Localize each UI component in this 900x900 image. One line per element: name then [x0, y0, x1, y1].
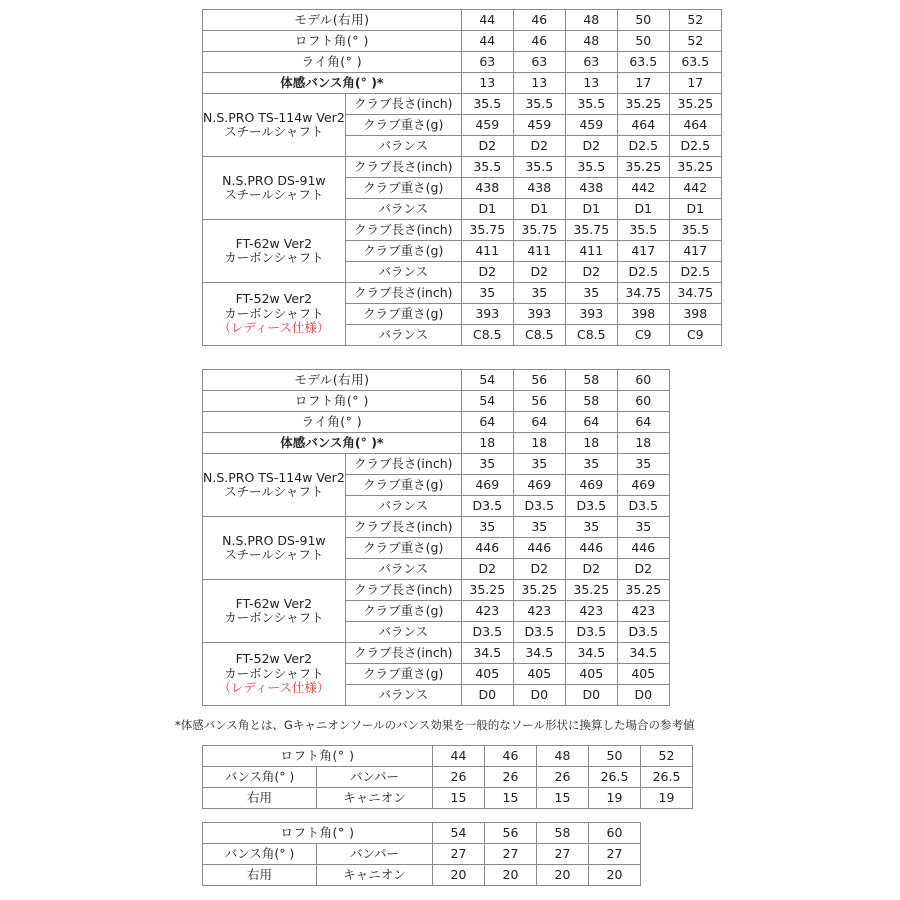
- length-label: クラブ長さ(inch): [345, 643, 461, 664]
- length-cell: 35: [513, 454, 565, 475]
- shaft-type: スチールシャフト: [224, 484, 324, 499]
- feel-bounce-cell: 17: [669, 73, 721, 94]
- weight-cell: 417: [669, 241, 721, 262]
- weight-label: クラブ重さ(g): [345, 304, 461, 325]
- canyon-label: キャニオン: [317, 865, 433, 886]
- shaft-name-cell: [203, 580, 346, 643]
- weight-cell: 459: [513, 115, 565, 136]
- length-cell: 35.75: [461, 220, 513, 241]
- shaft-model: N.S.PRO TS-114w Ver2: [203, 109, 345, 125]
- length-cell: 35.75: [513, 220, 565, 241]
- feel-bounce-label: 体感バンス角(° )*: [203, 433, 462, 454]
- loft-cell: 52: [669, 31, 721, 52]
- weight-label: クラブ重さ(g): [345, 664, 461, 685]
- loft-cell: 54: [461, 391, 513, 412]
- balance-cell: D1: [565, 199, 617, 220]
- balance-cell: D3.5: [513, 622, 565, 643]
- canyon-cell: 15: [433, 788, 485, 809]
- weight-cell: 438: [565, 178, 617, 199]
- loft-label: ロフト角(° ): [203, 31, 462, 52]
- lie-cell: 63.5: [617, 52, 669, 73]
- length-cell: 35: [461, 283, 513, 304]
- lie-label: ライ角(° ): [203, 412, 462, 433]
- shaft-model: FT-52w Ver2: [235, 651, 313, 667]
- shaft-name-cell: [203, 157, 346, 220]
- balance-cell: D2.5: [669, 136, 721, 157]
- shaft-type: カーボンシャフト: [224, 665, 324, 681]
- loft-cell: 52: [641, 746, 693, 767]
- shaft-length-row: [203, 517, 670, 538]
- shaft-length-row: [203, 580, 670, 601]
- length-cell: 35: [461, 517, 513, 538]
- weight-label: クラブ重さ(g): [345, 115, 461, 136]
- weight-label: クラブ重さ(g): [345, 241, 461, 262]
- shaft-name-cell: [203, 517, 346, 580]
- weight-cell: 417: [617, 241, 669, 262]
- weight-cell: 405: [513, 664, 565, 685]
- spec-table-54-60: [202, 369, 670, 706]
- balance-cell: D2: [461, 136, 513, 157]
- model-row: [203, 10, 722, 31]
- balance-label: バランス: [345, 685, 461, 706]
- model-cell: 48: [565, 10, 617, 31]
- loft-cell: 54: [433, 823, 485, 844]
- bumper-cell: 27: [485, 844, 537, 865]
- weight-cell: 423: [565, 601, 617, 622]
- weight-cell: 411: [513, 241, 565, 262]
- length-label: クラブ長さ(inch): [345, 517, 461, 538]
- bumper-label: バンパー: [317, 844, 433, 865]
- length-cell: 35.25: [669, 157, 721, 178]
- weight-label: クラブ重さ(g): [345, 601, 461, 622]
- balance-cell: D0: [461, 685, 513, 706]
- feel-bounce-cell: 13: [565, 73, 617, 94]
- loft-cell: 58: [565, 391, 617, 412]
- length-label: クラブ長さ(inch): [345, 580, 461, 601]
- shaft-model: FT-62w Ver2: [235, 595, 313, 611]
- length-cell: 35.25: [617, 580, 669, 601]
- balance-label: バランス: [345, 559, 461, 580]
- loft-cell: 50: [617, 31, 669, 52]
- bounce-table-44-52: [202, 745, 693, 809]
- feel-bounce-cell: 13: [461, 73, 513, 94]
- weight-cell: 411: [565, 241, 617, 262]
- balance-cell: D2: [461, 559, 513, 580]
- balance-cell: D2: [565, 262, 617, 283]
- balance-cell: D2.5: [669, 262, 721, 283]
- length-cell: 35: [513, 283, 565, 304]
- bumper-cell: 26: [433, 767, 485, 788]
- weight-cell: 405: [617, 664, 669, 685]
- balance-cell: D2: [565, 136, 617, 157]
- length-cell: 34.75: [669, 283, 721, 304]
- balance-label: バランス: [345, 325, 461, 346]
- bounce-table-54-60: [202, 822, 641, 886]
- balance-cell: D1: [617, 199, 669, 220]
- canyon-cell: 20: [485, 865, 537, 886]
- bumper-cell: 26: [537, 767, 589, 788]
- length-cell: 35: [461, 454, 513, 475]
- balance-cell: C9: [669, 325, 721, 346]
- loft-cell: 56: [485, 823, 537, 844]
- lie-cell: 64: [513, 412, 565, 433]
- length-cell: 35.5: [461, 157, 513, 178]
- bumper-cell: 27: [589, 844, 641, 865]
- loft-cell: 46: [485, 746, 537, 767]
- length-label: クラブ長さ(inch): [345, 94, 461, 115]
- loft-row: [203, 31, 722, 52]
- weight-cell: 423: [461, 601, 513, 622]
- loft-cell: 60: [617, 391, 669, 412]
- balance-cell: D0: [513, 685, 565, 706]
- balance-cell: D3.5: [461, 496, 513, 517]
- length-cell: 35: [565, 517, 617, 538]
- balance-cell: D2: [461, 262, 513, 283]
- balance-cell: D1: [461, 199, 513, 220]
- feel-bounce-row: [203, 433, 670, 454]
- length-label: クラブ長さ(inch): [345, 283, 461, 304]
- length-cell: 35.5: [669, 220, 721, 241]
- canyon-cell: 19: [589, 788, 641, 809]
- loft-row: [203, 391, 670, 412]
- shaft-model: FT-62w Ver2: [235, 235, 313, 251]
- weight-cell: 398: [617, 304, 669, 325]
- model-cell: 46: [513, 10, 565, 31]
- balance-cell: D2: [565, 559, 617, 580]
- ladies-spec-note: （レディース仕様）: [218, 680, 330, 696]
- shaft-type: スチールシャフト: [224, 547, 324, 562]
- model-cell: 56: [513, 370, 565, 391]
- canyon-cell: 15: [537, 788, 589, 809]
- shaft-type: スチールシャフト: [224, 124, 324, 139]
- bounce-angle-label: バンス角(° ): [203, 844, 317, 865]
- canyon-cell: 20: [433, 865, 485, 886]
- weight-label: クラブ重さ(g): [345, 538, 461, 559]
- balance-cell: D1: [513, 199, 565, 220]
- weight-cell: 423: [617, 601, 669, 622]
- length-label: クラブ長さ(inch): [345, 454, 461, 475]
- loft-row: [203, 746, 693, 767]
- length-cell: 34.75: [617, 283, 669, 304]
- canyon-cell: 20: [589, 865, 641, 886]
- loft-cell: 60: [589, 823, 641, 844]
- weight-cell: 469: [461, 475, 513, 496]
- bumper-row: [203, 844, 641, 865]
- loft-cell: 48: [537, 746, 589, 767]
- length-cell: 35.5: [565, 157, 617, 178]
- bumper-label: バンパー: [317, 767, 433, 788]
- balance-cell: D1: [669, 199, 721, 220]
- balance-cell: D0: [565, 685, 617, 706]
- shaft-model: FT-52w Ver2: [235, 291, 313, 307]
- feel-bounce-cell: 18: [565, 433, 617, 454]
- canyon-cell: 19: [641, 788, 693, 809]
- feel-bounce-cell: 18: [617, 433, 669, 454]
- lie-cell: 63: [565, 52, 617, 73]
- length-cell: 35.5: [513, 94, 565, 115]
- weight-cell: 469: [617, 475, 669, 496]
- shaft-model: N.S.PRO DS-91w: [222, 172, 326, 188]
- length-cell: 35.25: [513, 580, 565, 601]
- shaft-type: カーボンシャフト: [224, 305, 324, 321]
- weight-cell: 469: [565, 475, 617, 496]
- lie-cell: 63: [513, 52, 565, 73]
- shaft-name-cell: [203, 643, 346, 706]
- feel-bounce-row: [203, 73, 722, 94]
- lie-cell: 63: [461, 52, 513, 73]
- canyon-cell: 15: [485, 788, 537, 809]
- balance-cell: D2: [617, 559, 669, 580]
- lie-cell: 64: [461, 412, 513, 433]
- right-hand-label: 右用: [203, 865, 317, 886]
- weight-cell: 446: [617, 538, 669, 559]
- balance-cell: D2: [513, 559, 565, 580]
- lie-cell: 64: [565, 412, 617, 433]
- length-cell: 35.25: [565, 580, 617, 601]
- balance-cell: C8.5: [461, 325, 513, 346]
- lie-row: [203, 412, 670, 433]
- bumper-cell: 26: [485, 767, 537, 788]
- balance-cell: D3.5: [513, 496, 565, 517]
- model-cell: 50: [617, 10, 669, 31]
- balance-label: バランス: [345, 622, 461, 643]
- weight-cell: 393: [513, 304, 565, 325]
- weight-cell: 446: [565, 538, 617, 559]
- shaft-model: N.S.PRO TS-114w Ver2: [203, 469, 345, 485]
- balance-cell: D2: [513, 136, 565, 157]
- loft-label: ロフト角(° ): [203, 746, 433, 767]
- model-cell: 52: [669, 10, 721, 31]
- weight-cell: 411: [461, 241, 513, 262]
- length-cell: 34.5: [565, 643, 617, 664]
- length-cell: 35.25: [617, 157, 669, 178]
- weight-cell: 446: [461, 538, 513, 559]
- feel-bounce-cell: 18: [513, 433, 565, 454]
- right-hand-label: 右用: [203, 788, 317, 809]
- balance-label: バランス: [345, 136, 461, 157]
- loft-cell: 48: [565, 31, 617, 52]
- canyon-cell: 20: [537, 865, 589, 886]
- shaft-length-row: [203, 157, 722, 178]
- bumper-cell: 26.5: [589, 767, 641, 788]
- spec-table-44-52: [202, 9, 722, 346]
- length-cell: 35.25: [669, 94, 721, 115]
- balance-cell: C8.5: [565, 325, 617, 346]
- loft-cell: 44: [461, 31, 513, 52]
- balance-cell: D2: [513, 262, 565, 283]
- length-cell: 35.25: [617, 94, 669, 115]
- weight-cell: 442: [617, 178, 669, 199]
- shaft-type: カーボンシャフト: [224, 610, 324, 625]
- length-cell: 35: [513, 517, 565, 538]
- loft-cell: 46: [513, 31, 565, 52]
- length-cell: 34.5: [461, 643, 513, 664]
- weight-cell: 459: [461, 115, 513, 136]
- balance-label: バランス: [345, 496, 461, 517]
- weight-cell: 446: [513, 538, 565, 559]
- shaft-name-cell: [203, 220, 346, 283]
- length-cell: 34.5: [513, 643, 565, 664]
- shaft-type: カーボンシャフト: [224, 250, 324, 265]
- balance-cell: D0: [617, 685, 669, 706]
- model-cell: 58: [565, 370, 617, 391]
- weight-cell: 469: [513, 475, 565, 496]
- ladies-spec-note: （レディース仕様）: [218, 320, 330, 336]
- shaft-length-row: [203, 283, 722, 304]
- weight-cell: 459: [565, 115, 617, 136]
- canyon-row: [203, 788, 693, 809]
- model-cell: 44: [461, 10, 513, 31]
- balance-cell: D2.5: [617, 136, 669, 157]
- length-cell: 35.5: [565, 94, 617, 115]
- loft-cell: 58: [537, 823, 589, 844]
- loft-row: [203, 823, 641, 844]
- length-cell: 34.5: [617, 643, 669, 664]
- balance-cell: D3.5: [565, 622, 617, 643]
- model-cell: 54: [461, 370, 513, 391]
- bounce-angle-label: バンス角(° ): [203, 767, 317, 788]
- shaft-model: N.S.PRO DS-91w: [222, 532, 326, 548]
- shaft-length-row: [203, 220, 722, 241]
- lie-cell: 64: [617, 412, 669, 433]
- weight-cell: 464: [617, 115, 669, 136]
- length-cell: 35.75: [565, 220, 617, 241]
- model-label: モデル(右用): [203, 370, 462, 391]
- feel-bounce-cell: 13: [513, 73, 565, 94]
- weight-cell: 405: [461, 664, 513, 685]
- model-label: モデル(右用): [203, 10, 462, 31]
- length-cell: 35.5: [617, 220, 669, 241]
- bumper-row: [203, 767, 693, 788]
- length-cell: 35: [617, 454, 669, 475]
- balance-cell: D2.5: [617, 262, 669, 283]
- shaft-length-row: [203, 94, 722, 115]
- lie-cell: 63.5: [669, 52, 721, 73]
- balance-cell: D3.5: [461, 622, 513, 643]
- balance-cell: D3.5: [617, 622, 669, 643]
- length-cell: 35.5: [513, 157, 565, 178]
- loft-label: ロフト角(° ): [203, 823, 433, 844]
- bumper-cell: 27: [537, 844, 589, 865]
- shaft-type: スチールシャフト: [224, 187, 324, 202]
- model-cell: 60: [617, 370, 669, 391]
- weight-label: クラブ重さ(g): [345, 475, 461, 496]
- length-cell: 35: [565, 454, 617, 475]
- weight-cell: 442: [669, 178, 721, 199]
- weight-cell: 438: [461, 178, 513, 199]
- weight-cell: 464: [669, 115, 721, 136]
- balance-label: バランス: [345, 199, 461, 220]
- lie-row: [203, 52, 722, 73]
- canyon-row: [203, 865, 641, 886]
- weight-label: クラブ重さ(g): [345, 178, 461, 199]
- weight-cell: 398: [669, 304, 721, 325]
- balance-cell: C8.5: [513, 325, 565, 346]
- canyon-label: キャニオン: [317, 788, 433, 809]
- weight-cell: 405: [565, 664, 617, 685]
- shaft-name-cell: [203, 454, 346, 517]
- shaft-length-row: [203, 643, 670, 664]
- feel-bounce-footnote: *体感バンス角とは、Gキャニオンソールのバンス効果を一般的なソール形状に換算した場合の参考値: [175, 718, 695, 732]
- length-cell: 35: [565, 283, 617, 304]
- shaft-length-row: [203, 454, 670, 475]
- model-row: [203, 370, 670, 391]
- balance-cell: D3.5: [617, 496, 669, 517]
- balance-label: バランス: [345, 262, 461, 283]
- length-label: クラブ長さ(inch): [345, 157, 461, 178]
- length-label: クラブ長さ(inch): [345, 220, 461, 241]
- loft-cell: 56: [513, 391, 565, 412]
- bumper-cell: 27: [433, 844, 485, 865]
- lie-label: ライ角(° ): [203, 52, 462, 73]
- length-cell: 35.5: [461, 94, 513, 115]
- loft-cell: 44: [433, 746, 485, 767]
- loft-cell: 50: [589, 746, 641, 767]
- length-cell: 35: [617, 517, 669, 538]
- shaft-name-cell: [203, 283, 346, 346]
- balance-cell: C9: [617, 325, 669, 346]
- bumper-cell: 26.5: [641, 767, 693, 788]
- shaft-name-cell: [203, 94, 346, 157]
- balance-cell: D3.5: [565, 496, 617, 517]
- weight-cell: 423: [513, 601, 565, 622]
- weight-cell: 438: [513, 178, 565, 199]
- length-cell: 35.25: [461, 580, 513, 601]
- weight-cell: 393: [461, 304, 513, 325]
- weight-cell: 393: [565, 304, 617, 325]
- feel-bounce-cell: 18: [461, 433, 513, 454]
- loft-label: ロフト角(° ): [203, 391, 462, 412]
- feel-bounce-label: 体感バンス角(° )*: [203, 73, 462, 94]
- feel-bounce-cell: 17: [617, 73, 669, 94]
